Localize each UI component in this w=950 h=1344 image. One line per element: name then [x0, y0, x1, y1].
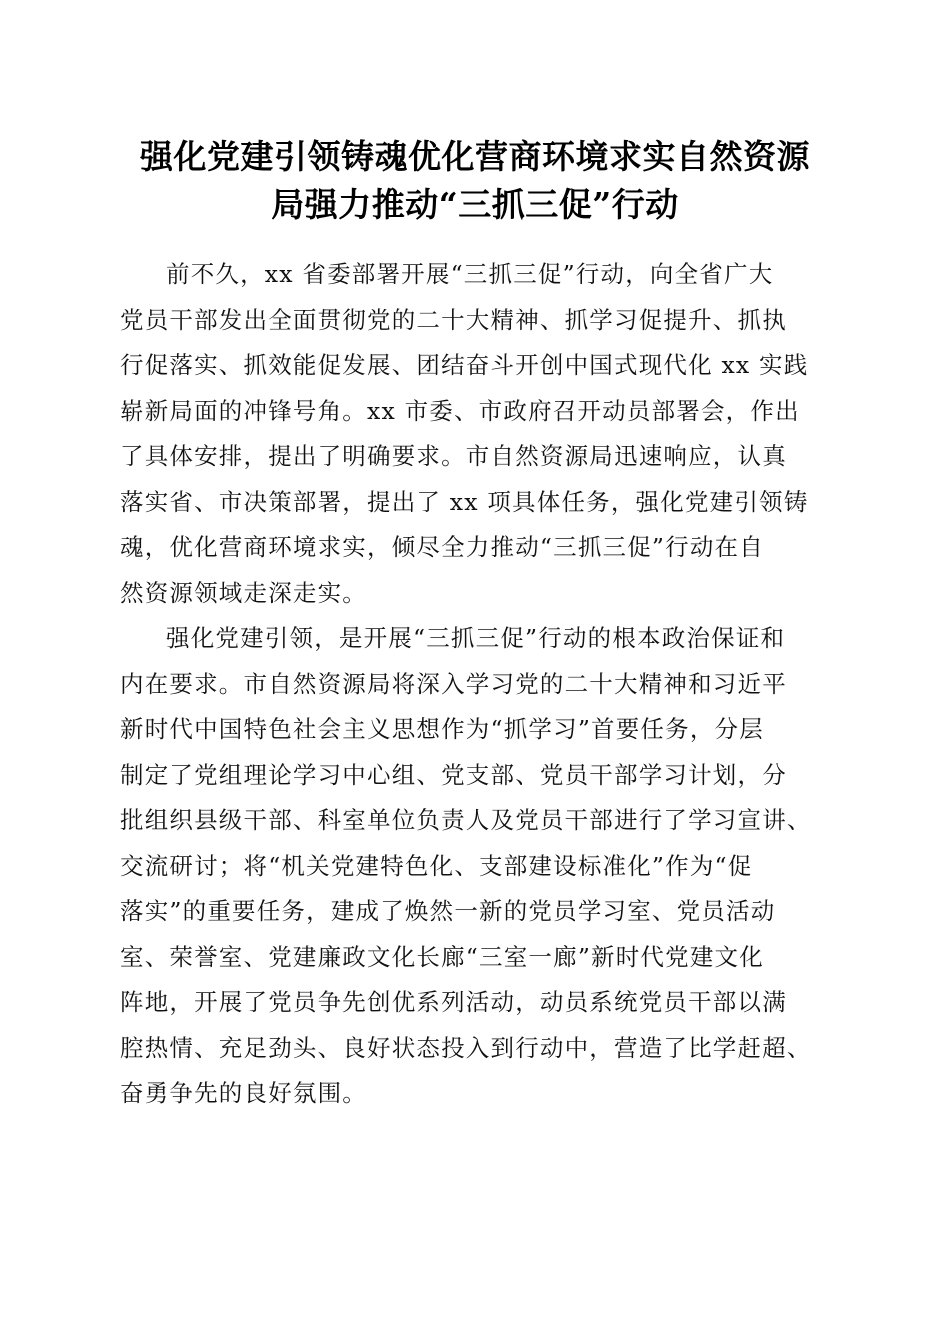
text-line: 魂，优化营商环境求实，倾尽全力推动“三抓三促”行动在自 [120, 533, 764, 561]
text-line: 落实”的重要任务，建成了焕然一新的党员学习室、党员活动 [120, 897, 776, 925]
text-line: 腔热情、充足劲头、良好状态投入到行动中，营造了比学赶超、 [120, 1033, 812, 1062]
text-line: 奋勇争先的良好氛围。 [120, 1079, 367, 1107]
paragraph-1 [120, 252, 835, 616]
title-line: 强化党建引领铸魂优化营商环境求实自然资源 [140, 137, 810, 176]
text-line: 行促落实、抓效能促发展、团结奋斗开创中国式现代化 xx 实践 [120, 351, 809, 379]
text-line: 党员干部发出全面贯彻党的二十大精神、抓学习促提升、抓执 [120, 305, 787, 334]
text-line: 室、荣誉室、党建廉政文化长廊“三室一廊”新时代党建文化 [120, 942, 764, 971]
text-line: 前不久，xx 省委部署开展“三抓三促”行动，向全省广大 [166, 260, 774, 288]
document-title [100, 133, 850, 229]
text-line: 强化党建引领，是开展“三抓三促”行动的根本政治保证和 [166, 624, 786, 652]
text-line: 批组织县级干部、科室单位负责人及党员干部进行了学习宣讲、 [120, 806, 812, 834]
text-line: 新时代中国特色社会主义思想作为“抓学习”首要任务，分层 [120, 715, 764, 743]
text-line: 崭新局面的冲锋号角。xx 市委、市政府召开动员部署会，作出 [120, 396, 800, 425]
text-line: 落实省、市决策部署，提出了 xx 项具体任务，强化党建引领铸 [120, 487, 809, 516]
text-line: 阵地，开展了党员争先创优系列活动，动员系统党员干部以满 [120, 988, 787, 1016]
text-line: 然资源领域走深走实。 [120, 578, 367, 607]
text-line: 交流研讨；将“机关党建特色化、支部建设标准化”作为“促 [120, 851, 753, 880]
paragraph-2 [120, 616, 835, 1117]
text-line: 制定了党组理论学习中心组、党支部、党员干部学习计划，分 [120, 760, 787, 789]
document-body [120, 252, 835, 1117]
text-line: 了具体安排，提出了明确要求。市自然资源局迅速响应，认真 [120, 442, 787, 470]
title-line: 局强力推动“三抓三促”行动 [271, 185, 679, 224]
text-line: 内在要求。市自然资源局将深入学习党的二十大精神和习近平 [120, 669, 787, 698]
